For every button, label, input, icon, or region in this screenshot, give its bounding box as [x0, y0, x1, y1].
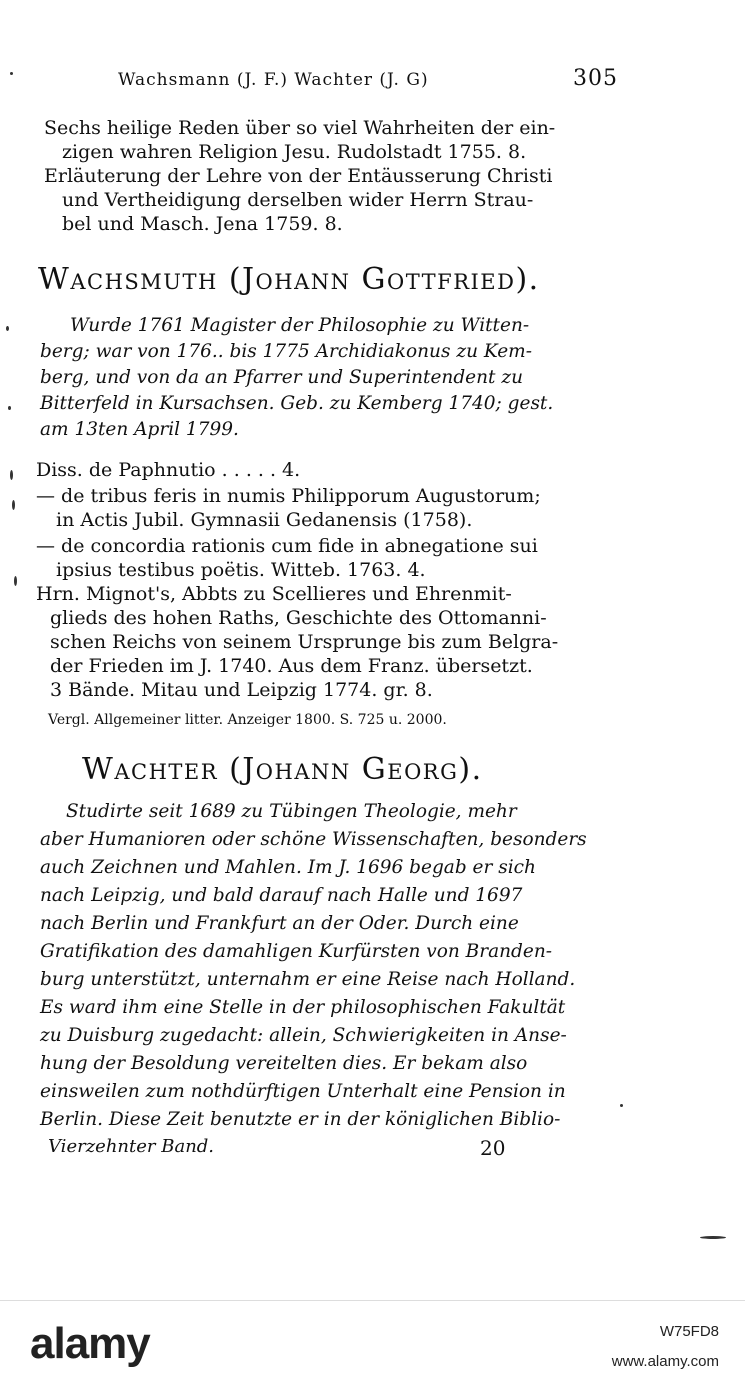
scan-speck	[6, 326, 9, 331]
text-line: — de concordia rationis cum fide in abnegatione sui	[36, 535, 538, 557]
text-line: einsweilen zum nothdürftigen Unterhalt eine Pension in	[40, 1081, 566, 1102]
text-line: 3 Bände. Mitau und Leipzig 1774. gr. 8.	[50, 679, 433, 701]
entry-heading: Wachter (Johann Georg).	[82, 752, 483, 787]
text-line: am 13ten April 1799.	[40, 419, 239, 440]
reference-line: Vergl. Allgemeiner litter. Anzeiger 1800. S. 725 u. 2000.	[48, 712, 447, 728]
text-line: zu Duisburg zugedacht: allein, Schwierigkeiten in Anse-	[40, 1025, 567, 1046]
entry-heading: Wachsmuth (Johann Gottfried).	[38, 262, 540, 297]
text-line: nach Leipzig, und bald darauf nach Halle und 1697	[40, 885, 523, 906]
alamy-logo: alamy	[30, 1319, 150, 1368]
site-url: www.alamy.com	[611, 1353, 719, 1370]
text-line: der Frieden im J. 1740. Aus dem Franz. übersetzt.	[50, 655, 533, 677]
sheet-number: 20	[480, 1136, 506, 1160]
text-line: Studirte seit 1689 zu Tübingen Theologie, mehr	[66, 801, 517, 822]
text-line: Wurde 1761 Magister der Philosophie zu Witten-	[70, 315, 530, 336]
scan-speck	[14, 576, 17, 586]
text-line: — de tribus feris in numis Philipporum Augustorum;	[36, 485, 541, 507]
scan-speck	[620, 1104, 623, 1107]
text-line: bel und Masch. Jena 1759. 8.	[62, 213, 343, 235]
text-line: Erläuterung der Lehre von der Entäusserung Christi	[44, 165, 553, 187]
text-line: Hrn. Mignot's, Abbts zu Scellieres und Ehrenmit-	[36, 583, 512, 605]
page-number: 305	[573, 66, 618, 91]
running-title: Wachsmann (J. F.) Wachter (J. G)	[118, 70, 429, 90]
text-line: in Actis Jubil. Gymnasii Gedanensis (1758).	[56, 509, 473, 531]
text-line: Es ward ihm eine Stelle in der philosophischen Fakultät	[40, 997, 566, 1018]
signature-line: Vierzehnter Band.	[48, 1136, 215, 1157]
scan-speck	[10, 72, 13, 75]
text-line: Gratifikation des damahligen Kurfürsten von Branden-	[40, 941, 552, 962]
text-line: glieds des hohen Raths, Geschichte des Ottomanni-	[50, 607, 547, 629]
text-line: Bitterfeld in Kursachsen. Geb. zu Kemberg 1740; gest.	[40, 393, 554, 414]
text-line: hung der Besoldung vereitelten dies. Er bekam also	[40, 1053, 528, 1074]
scan-speck	[8, 406, 11, 410]
text-line: Berlin. Diese Zeit benutzte er in der königlichen Biblio-	[40, 1109, 561, 1130]
scan-speck	[700, 1236, 726, 1239]
image-id: W75FD8	[659, 1323, 719, 1340]
stock-banner	[0, 1300, 745, 1391]
text-line: aber Humanioren oder schöne Wissenschaften, besonders	[40, 829, 587, 850]
text-line: zigen wahren Religion Jesu. Rudolstadt 1755. 8.	[62, 141, 527, 163]
scan-speck	[12, 500, 15, 510]
text-line: nach Berlin und Frankfurt an der Oder. Durch eine	[40, 913, 519, 934]
text-line: Sechs heilige Reden über so viel Wahrheiten der ein-	[44, 117, 556, 139]
text-line: berg, und von da an Pfarrer und Superintendent zu	[40, 367, 524, 388]
text-line: und Vertheidigung derselben wider Herrn Strau-	[62, 189, 534, 211]
scan-speck	[10, 470, 13, 480]
text-line: Diss. de Paphnutio . . . . . 4.	[36, 459, 301, 481]
text-line: ipsius testibus poëtis. Witteb. 1763. 4.	[56, 559, 426, 581]
text-line: schen Reichs von seinem Ursprunge bis zum Belgra-	[50, 631, 559, 653]
text-line: auch Zeichnen und Mahlen. Im J. 1696 begab er sich	[40, 857, 536, 878]
text-line: berg; war von 176.. bis 1775 Archidiakonus zu Kem-	[40, 341, 532, 362]
running-head	[118, 66, 618, 96]
text-line: burg unterstützt, unternahm er eine Reise nach Holland.	[40, 969, 576, 990]
